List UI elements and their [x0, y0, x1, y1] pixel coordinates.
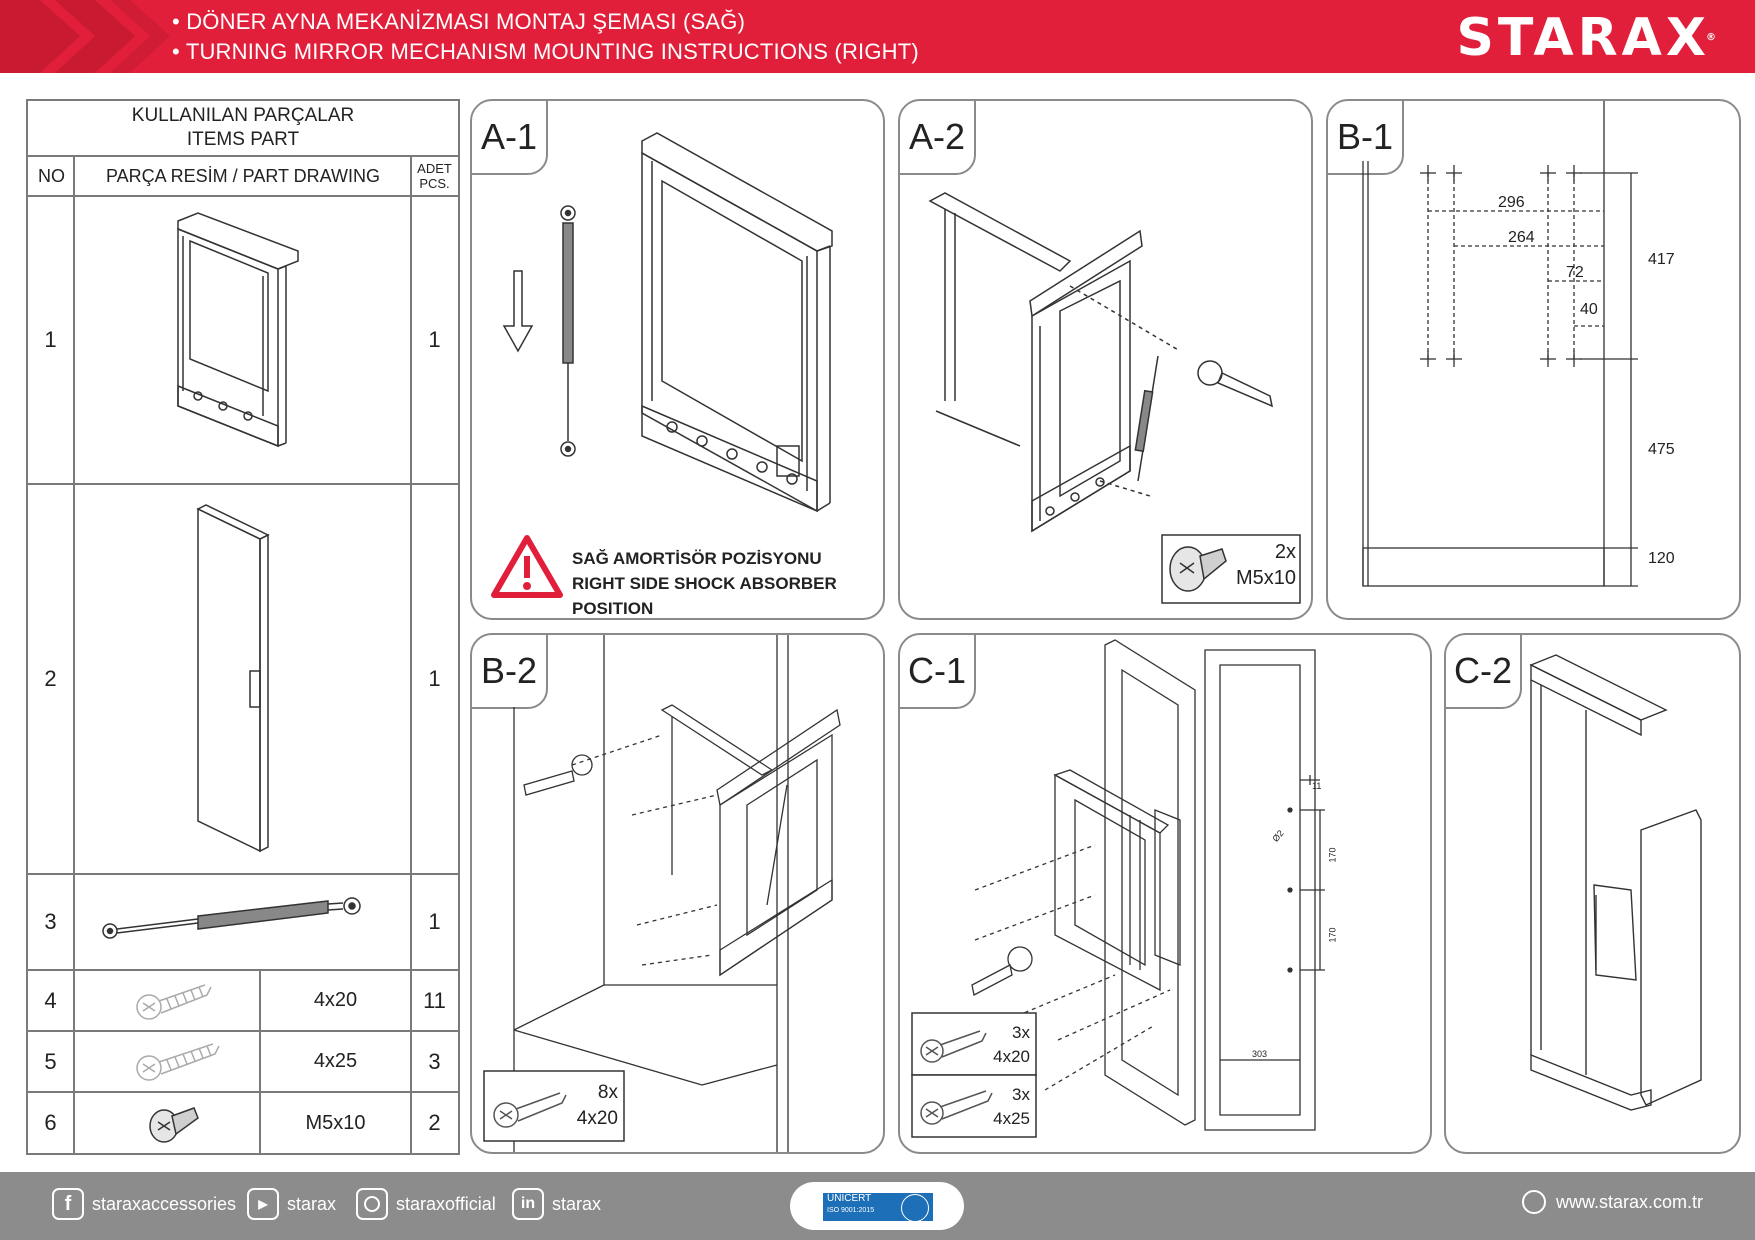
instagram-link[interactable]: staraxofficial — [356, 1188, 496, 1220]
c1-dim-170b: 170 — [1327, 927, 1338, 943]
dim-417: 417 — [1648, 251, 1675, 268]
dim-264: 264 — [1508, 229, 1535, 246]
b2-size: 4x20 — [576, 1108, 618, 1129]
c1-size-2: 4x25 — [993, 1109, 1030, 1128]
linkedin-icon: in — [512, 1188, 544, 1220]
step-b2-panel — [470, 633, 885, 1154]
row-4-no: 4 — [44, 987, 57, 1013]
row-5-no: 5 — [44, 1048, 57, 1074]
col-pcs-header: ADET PCS. — [417, 161, 452, 191]
cert-seal-icon — [901, 1194, 929, 1222]
header-chevron-decoration — [0, 0, 170, 73]
facebook-link[interactable]: f staraxaccessories — [52, 1188, 236, 1220]
col-no-header: NO — [38, 165, 65, 186]
screw-4x25-icon — [133, 1038, 221, 1084]
step-c1-drawing — [900, 635, 1430, 1152]
step-a2-panel — [898, 99, 1313, 620]
step-c1-label: C-1 — [898, 633, 976, 709]
title-tr: • DÖNER AYNA MEKANİZMASI MONTAJ ŞEMASI (SAĞ) — [172, 9, 746, 34]
dim-40: 40 — [1580, 301, 1598, 318]
row-6-no: 6 — [44, 1110, 57, 1135]
row-4-size: 4x20 — [313, 989, 358, 1011]
title-en: • TURNING MIRROR MECHANISM MOUNTING INSTRUCTIONS (RIGHT) — [172, 39, 919, 64]
dim-72: 72 — [1566, 264, 1584, 281]
c1-dim-303: 303 — [1252, 1049, 1268, 1059]
globe-icon — [1522, 1190, 1546, 1214]
dim-120: 120 — [1648, 550, 1675, 567]
a2-size: M5x10 — [1235, 567, 1296, 589]
col-drawing-header: PARÇA RESİM / PART DRAWING — [105, 165, 381, 186]
mechanism-frame-drawing — [168, 211, 328, 461]
b2-qty: 8x — [597, 1082, 618, 1103]
bolt-m5x10-icon — [144, 1098, 204, 1148]
c1-dim-11: 11 — [1312, 781, 1322, 791]
warning-message: SAĞ AMORTİSÖR POZİSYONU RIGHT SIDE SHOCK ABSORBER POSITION — [572, 549, 837, 618]
step-b1-drawing — [1328, 101, 1739, 618]
gas-spring-drawing — [98, 891, 398, 951]
a2-qty: 2x — [1274, 541, 1296, 563]
c1-qty-1: 3x — [1012, 1023, 1030, 1042]
row-2-pcs: 1 — [428, 666, 441, 691]
website-link[interactable]: www.starax.com.tr — [1522, 1190, 1703, 1214]
step-b1-panel — [1326, 99, 1741, 620]
row-6-pcs: 2 — [428, 1110, 441, 1135]
youtube-icon: ▶ — [247, 1188, 279, 1220]
linkedin-link[interactable]: in starax — [512, 1188, 601, 1220]
iso-certificate-badge: UNICERT ISO 9001:2015 — [790, 1182, 964, 1230]
step-c2-label: C-2 — [1444, 633, 1522, 709]
step-c2-drawing — [1446, 635, 1739, 1152]
row-4-pcs: 11 — [423, 987, 446, 1013]
row-6-size: M5x10 — [305, 1111, 366, 1134]
c1-size-1: 4x20 — [993, 1047, 1030, 1066]
c1-dim-170a: 170 — [1327, 847, 1338, 863]
c1-qty-2: 3x — [1012, 1085, 1030, 1104]
step-c2-panel — [1444, 633, 1741, 1154]
parts-table — [26, 99, 460, 1155]
row-5-pcs: 3 — [428, 1048, 441, 1074]
step-b2-label: B-2 — [470, 633, 548, 709]
table-title: KULLANILAN PARÇALAR ITEMS PART — [131, 105, 355, 150]
warning-icon — [494, 538, 560, 595]
step-b1-label: B-1 — [1326, 99, 1404, 175]
step-c1-panel — [898, 633, 1432, 1154]
row-1-pcs: 1 — [428, 327, 441, 352]
dim-296: 296 — [1498, 194, 1525, 211]
dim-475: 475 — [1648, 441, 1675, 458]
mirror-panel-drawing — [188, 501, 298, 861]
instagram-icon — [356, 1188, 388, 1220]
header-bar — [0, 0, 1755, 73]
row-3-no: 3 — [44, 909, 57, 934]
step-b2-drawing — [472, 635, 883, 1152]
row-5-size: 4x25 — [313, 1050, 358, 1072]
screw-4x20-icon — [133, 977, 213, 1023]
youtube-link[interactable]: ▶ starax — [247, 1188, 336, 1220]
step-a2-label: A-2 — [898, 99, 976, 175]
starax-logo: STARAX ® — [1456, 8, 1720, 68]
step-a1-label: A-1 — [470, 99, 548, 175]
facebook-icon: f — [52, 1188, 84, 1220]
step-a1-drawing — [472, 101, 883, 618]
row-3-pcs: 1 — [428, 909, 441, 934]
row-1-no: 1 — [44, 327, 57, 352]
c1-dim-phi: Ø2 — [1270, 828, 1286, 844]
step-a1-panel — [470, 99, 885, 620]
row-2-no: 2 — [44, 666, 57, 691]
